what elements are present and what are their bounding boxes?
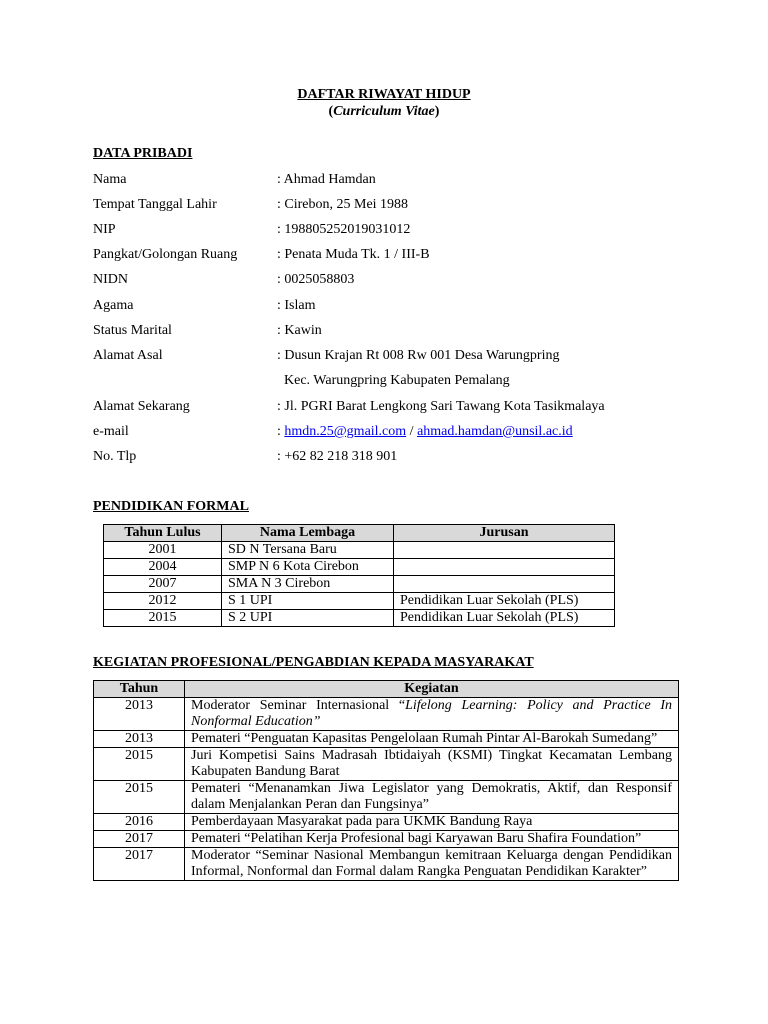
table-row: 2007 SMA N 3 Cirebon <box>104 576 615 593</box>
table-row: 2015 Juri Kompetisi Sains Madrasah Ibtidaiyah (KSMI) Tingkat Kecamatan Lembang Kabupaten Bandung Barat <box>94 748 679 781</box>
table-row: 2001 SD N Tersana Baru <box>104 542 615 559</box>
col-header: Tahun <box>94 681 185 698</box>
table-row: 2013 Pemateri “Penguatan Kapasitas Pengelolaan Rumah Pintar Al-Barokah Sumedang” <box>94 731 679 748</box>
education-table <box>103 524 615 627</box>
table-row: 2017 Moderator “Seminar Nasional Membangun kemitraan Keluarga dengan Pendidikan Informal, Nonformal dan Formal dalam Rangka Penguatan Pendidikan Karakter” <box>94 848 679 881</box>
table-row: 2012 S 1 UPI Pendidikan Luar Sekolah (PLS) <box>104 593 615 610</box>
cv-page: DAFTAR RIWAYAT HIDUP (Curriculum Vitae) DATA PRIBADI Nama : Ahmad Hamdan Tempat Tanggal Lahir : Cirebon, 25 Mei 1988 NIP : 198805252019031012 Pangkat/Golongan Ruang : Penata Muda Tk. 1 / III-B NIDN : 0025058803 Agama : Islam Status Marital : Kawin Alamat Asal : Dusun Krajan Rt 008 Rw 001 Desa Warungpring Kec. Warungpring Kabupaten Pemalang Alamat Sekarang : Jl. PGRI Barat Lengkong Sari Tawang Kota Tasikmalaya e-mail : hmdn.25@gmail.com / ahmad.hamdan@unsil.ac.id No. Tlp : +62 82 218 318 901 PENDIDIKAN FORMAL Tahun Lulus Nama Lembaga Jurusan 2001 SD N Tersana Baru 2004 SMP N 6 Kota Cirebon 2007 SMA N 3 Cirebon 2012 S 1 UPI Pendidikan Luar Sekolah (PLS) 2015 S 2 UPI Pendidikan Luar Sekolah (PLS) KEGIATAN PROFESIONAL/PENGABDIAN KEPADA MASYARAKAT Tahun Kegiatan 2013 Moderator Seminar Internasional “Lifelong Learning: Policy and Practice In Nonformal Education” 2013 Pemateri “Penguatan Kapasitas Pengelolaan Rumah Pintar Al-Barokah Sumedang” 2015 Juri Kompetisi Sains Madrasah Ibtidaiyah (KSMI) Tingkat Kecamatan Lembang Kabupaten Bandung Barat 2015 Pemateri “Menanamkan Jiwa Legislator yang Demokratis, Aktif, dan Responsif dalam Menjalankan Peran dan Fungsinya” 2016 Pemberdayaan Masyarakat pada para UKMK Bandung Raya 2017 Pemateri “Pelatihan Kerja Profesional bagi Karyawan Baru Shafira Foundation” 2017 Moderator “Seminar Nasional Membangun kemitraan Keluarga dengan Pendidikan Informal, Nonformal dan Formal dalam Rangka Penguatan Pendidikan Karakter” <box>0 0 768 1024</box>
table-row: 2015 S 2 UPI Pendidikan Luar Sekolah (PLS) <box>104 610 615 627</box>
document-subtitle: (Curriculum Vitae) <box>328 104 440 119</box>
document-title: DAFTAR RIWAYAT HIDUP <box>297 87 471 102</box>
table-row: 2013 Moderator Seminar Internasional “Lifelong Learning: Policy and Practice In Nonformal Education” <box>94 698 679 731</box>
col-header: Tahun Lulus <box>104 525 222 542</box>
email-link-primary[interactable]: hmdn.25@gmail.com <box>284 424 407 439</box>
email-link-secondary[interactable]: ahmad.hamdan@unsil.ac.id <box>417 424 573 439</box>
section-kegiatan: KEGIATAN PROFESIONAL/PENGABDIAN KEPADA MASYARAKAT <box>93 655 534 670</box>
col-header: Jurusan <box>394 525 615 542</box>
col-header: Nama Lembaga <box>222 525 394 542</box>
section-data-pribadi: DATA PRIBADI <box>93 146 193 161</box>
table-row: 2017 Pemateri “Pelatihan Kerja Profesional bagi Karyawan Baru Shafira Foundation” <box>94 831 679 848</box>
table-row: 2016 Pemberdayaan Masyarakat pada para UKMK Bandung Raya <box>94 814 679 831</box>
activities-table <box>93 680 679 881</box>
col-header: Kegiatan <box>185 681 679 698</box>
table-row: 2015 Pemateri “Menanamkan Jiwa Legislator yang Demokratis, Aktif, dan Responsif dalam Menjalankan Peran dan Fungsinya” <box>94 781 679 814</box>
section-pendidikan-formal: PENDIDIKAN FORMAL <box>93 499 249 514</box>
table-row: 2004 SMP N 6 Kota Cirebon <box>104 559 615 576</box>
